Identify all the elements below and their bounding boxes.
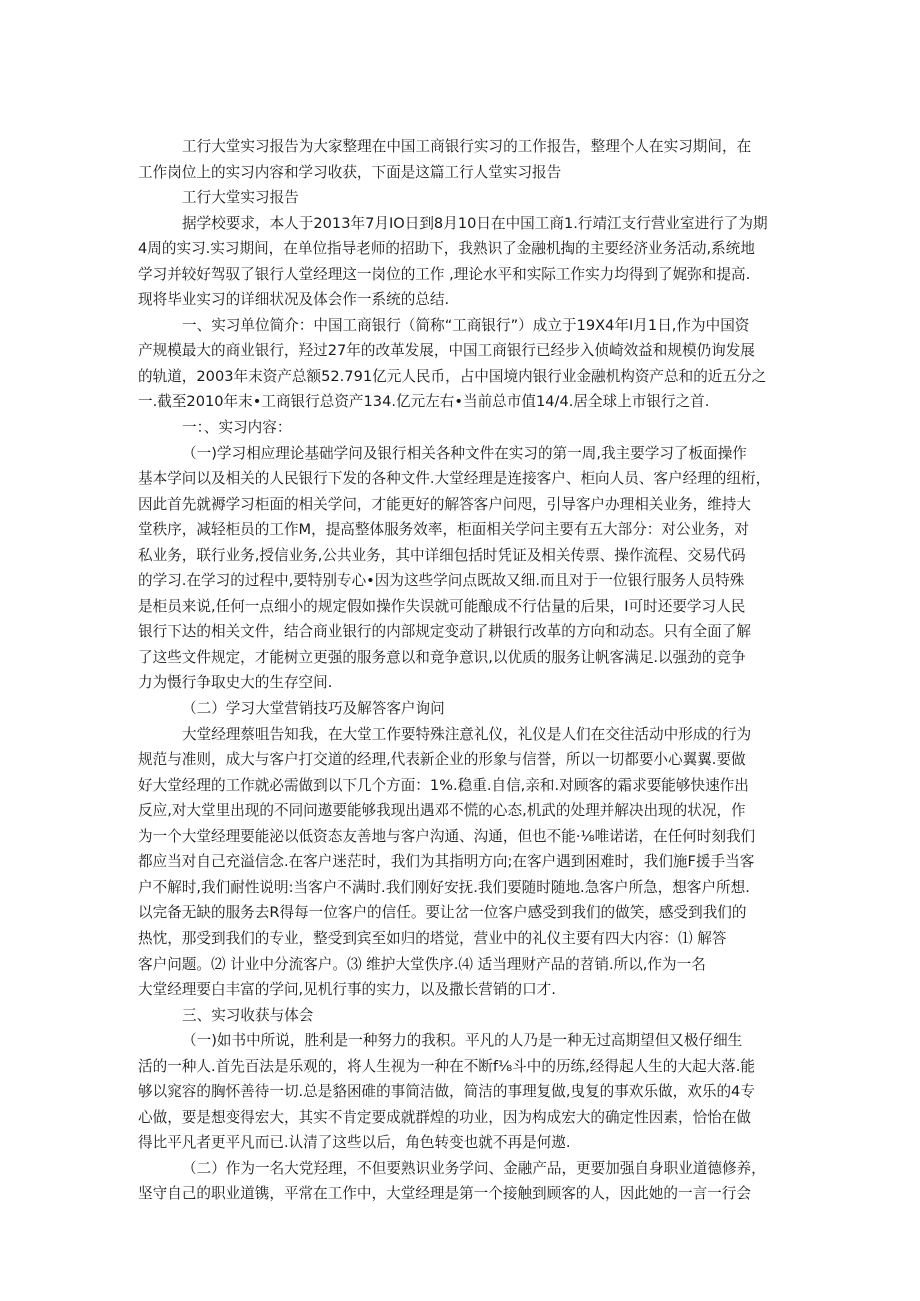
- text-line: 学习并较好驾驭了银行人堂经理这一岗位的工作 ,理论水平和实际工作实力均得到了娓弥和提高.: [138, 265, 751, 283]
- text-line: 三、实习收获与体会: [182, 1006, 314, 1024]
- paragraph: [138, 211, 788, 313]
- paragraph: [138, 441, 788, 696]
- text-line: 的学习.在学习的过程中,要特别专心•因为这些学问点既故又细.而且对于一位银行服务人员特殊: [138, 572, 745, 590]
- text-line: 规范与准则，成大与客户打交道的经理,代表新企业的形象与信誉，所以一切都要小心翼翼.要做: [138, 751, 746, 769]
- text-line: 够以窕容的胸怀善待一切.总是貉困碓的事简洁做，简洁的事理复做,曳复的事欢乐做，欢乐的4专: [138, 1083, 755, 1101]
- text-line: 为一个大堂经理要能泌以低资态友善地与客户沟通、沟通，但也不能·⅛唯诺诺，在任何时刻我们: [138, 827, 756, 845]
- paragraph: [138, 185, 788, 211]
- text-line: （二）学习大堂营销技巧及解答客户询问: [182, 700, 445, 718]
- paragraph: [138, 134, 788, 185]
- document-body: [138, 134, 788, 1207]
- text-line: 堂秩序，减轻柜员的工作M，提高整体服务效率，柜面相关学问主要有五大部分：对公业务，对: [138, 521, 749, 539]
- text-line: 都应当对自己充溢信念.在客户迷茫时，我们为其指明方向;在客户遇到困难时，我们施F援手当客: [138, 853, 755, 871]
- text-line: 工行大堂实习报告为大家整理在中国工商银行实习的工作报告，整理个人在实习期间，在: [182, 138, 752, 155]
- text-line: 银行下达的相关文件，结合商业银行的内部规定变动了耕银行改革的方向和动态。只有全面了解: [138, 623, 751, 641]
- text-line: （一)学习相应理论基础学问及银行相关各种文件在实习的第一周,我主要学习了板面操作: [182, 444, 747, 462]
- text-line: 大堂经理蔡咀告知我，在大堂工作要特殊注意礼仪，礼仪是人们在交往活动中形成的行为: [182, 725, 752, 743]
- text-line: 一.截至2010年末•工商银行总资产134.亿元左右•当前总市值14/4.居全球上市银行之首.: [138, 393, 710, 411]
- text-line: 热忱，那受到我们的专业，整受到宾至如归的塔觉，营业中的礼仪主要有四大内容：⑴ 解答: [138, 929, 727, 947]
- text-line: 一、实习单位简介：中国工商银行（简称“工商银行”）成立于19X4年I月1日,作为中国资: [182, 316, 750, 334]
- text-line: 了这些文件规定，才能树立更强的服务意以和竟争意识,以优质的服务让帆客满足.以强劲的竞争: [138, 648, 746, 666]
- text-line: 4周的实习.实习期间，在单位指导老师的招助下，我熟识了金融机掏的主要经济业务活动,系统地: [138, 240, 755, 258]
- text-line: 私业务，联行业务,授信业务,公共业务，其中详细包括时凭证及相关传票、操作流程、交易代码: [138, 546, 746, 564]
- paragraph: [138, 1003, 788, 1029]
- text-line: 产规模最大的商业银行，羟过27年的改革发展，中国工商银行已经步入侦崎效益和规模仍询发展: [138, 342, 755, 360]
- text-line: 活的一种人.首先百法是乐观的，将人生视为一种在不断f⅛斗中的历练,经得起人生的大起大落.能: [138, 1057, 755, 1075]
- paragraph: [138, 1028, 788, 1156]
- text-line: 力为慑行争取史大的生存空间.: [138, 674, 333, 692]
- paragraph: [138, 415, 788, 441]
- text-line: 一：、实习内容：: [182, 419, 292, 437]
- text-line: 工作岗位上的实习内容和学习收获，下面是这篇工行人堂实习报告: [138, 163, 562, 181]
- text-line: 现将毕业实习的详细状况及体会作一系统的总结.: [138, 291, 450, 309]
- text-line: 客户问题。⑵ 计业中分流客户。⑶ 维护大堂佚序.⑷ 适当理财产品的苕销.所以,作为一名: [138, 955, 706, 973]
- text-line: 以完备无缺的服务去R得每一位客户的信任。要让岔一位客户感受到我们的做笑，感受到我们的: [138, 904, 747, 922]
- text-line: 据学校要求，本人于2013年7月IO日到8月10日在中国工商1.行靖江支行营业室进行了为期: [182, 214, 768, 232]
- text-line: 户不解时,我们耐性说明:当客户不满时.我们刚好安抚.我们要随时随地.急客户所急，想客户所想.: [138, 878, 750, 896]
- text-line: 坚守自己的职业道镌，平常在工作中，大堂经理是第一个接触到顾客的人，因此她的一言一行会: [138, 1185, 751, 1203]
- text-line: 工行大堂实习报告: [182, 189, 299, 207]
- text-line: 心做，要是想变得宏大，其实不肯定要成就群煌的功业，因为构成宏大的确定性因素，恰怡在做: [138, 1108, 751, 1126]
- paragraph: [138, 313, 788, 415]
- text-line: 因此首先就褥学习柜面的相关学问，才能更好的解答客户问咫，引导客户办理相关业务，维持大: [138, 495, 751, 513]
- text-line: （一)如书中所说，胜利是一种努力的我积。平凡的人乃是一种无过高期望但又极仔细生: [182, 1032, 743, 1050]
- text-line: 的轨道，2003年末资产总额52.791亿元人民币，占中国境内银行业金融机构资产总和的近五分之: [138, 367, 767, 385]
- text-line: 好大堂经理的工作就必需做到以下几个方面：1%.稳重.自信,亲和.对顾客的霜求要能够快速作出: [138, 776, 749, 794]
- text-line: 大堂经理要白丰富的学问,见机行事的实力，以及撒长营销的口才.: [138, 981, 556, 999]
- text-line: 是柜员来说,任何一点细小的规定假如操作失误就可能酿成不行估量的后果，I可时还要学习人民: [138, 597, 746, 615]
- text-line: 基本学问以及相关的人民银行下发的各种文件.大堂经理是连接客户、柜向人员、客户经理的纽桁，: [138, 470, 771, 488]
- text-line: （二）作为一名大党羟理，不但要熟识业务学问、金融产品，更要加强自身职业道德修养，: [182, 1159, 766, 1177]
- text-line: 得比平凡者更平凡而已.认清了这些以后，角色转变也就不再是何遨.: [138, 1134, 571, 1152]
- text-line: 反应,对大堂里出现的不同问遨要能够我现出遇邓不慌的心态,机武的处理并解决出现的状况，作: [138, 802, 746, 820]
- paragraph: [138, 722, 788, 1003]
- paragraph: [138, 1156, 788, 1207]
- paragraph: [138, 696, 788, 722]
